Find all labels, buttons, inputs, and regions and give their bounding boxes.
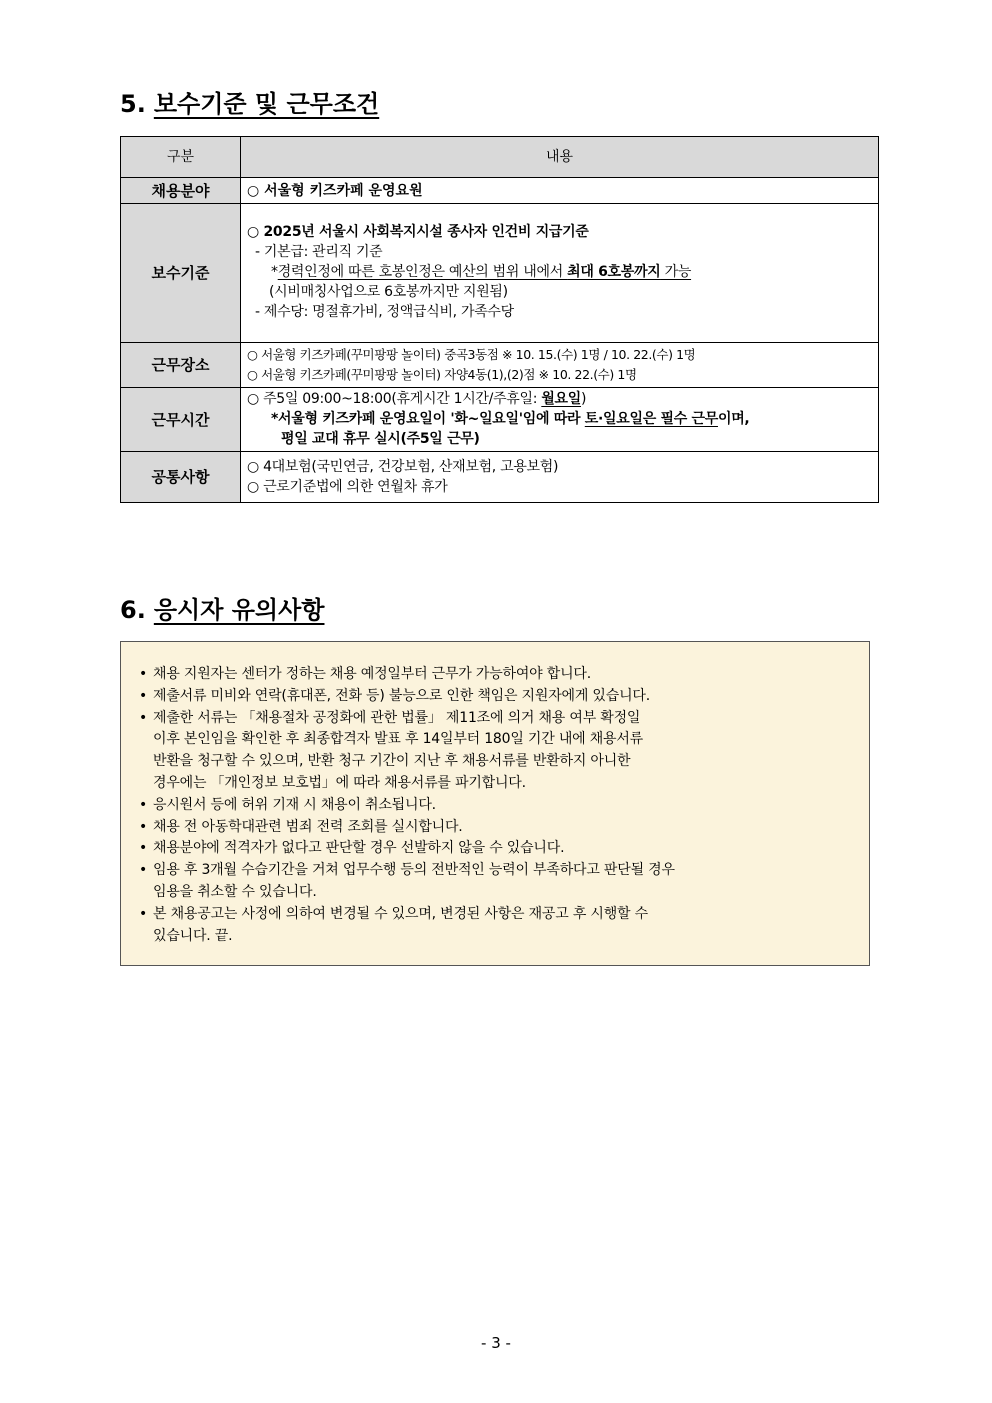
pay-line-2: - 기본급: 관리직 기준 <box>255 244 383 260</box>
notice-list <box>139 664 869 947</box>
time-line-1 <box>247 389 878 409</box>
page-number: - 3 - <box>481 1334 511 1352</box>
bullet-icon: • <box>139 862 148 879</box>
table-row-place <box>121 343 879 388</box>
time-line-2-a: *서울형 키즈카페 운영요일이 '화~일요일'임에 따라 <box>271 411 585 427</box>
section-6-heading <box>120 594 324 626</box>
label-pay: 보수기준 <box>121 204 241 343</box>
bullet-icon: • <box>139 818 148 835</box>
section-6-number: 6. <box>120 596 146 624</box>
pay-line-5: - 제수당: 명절휴가비, 정액급식비, 가족수당 <box>255 304 514 320</box>
pay-line-1: ○ 2025년 서울시 사회복지시설 종사자 인건비 지급기준 <box>247 224 589 240</box>
pay-line-3-b: 최대 6호봉까지 <box>567 264 661 280</box>
value-place <box>241 343 879 388</box>
place-line-2: ○ 서울형 키즈카페(꾸미팡팡 놀이터) 자양4동(1),(2)점 ※ 10. 22.(수) 1명 <box>247 367 637 382</box>
label-time: 근무시간 <box>121 388 241 452</box>
bullet-icon: • <box>139 709 148 726</box>
notice-item <box>139 664 869 686</box>
label-hire-field: 채용분야 <box>121 178 241 204</box>
notice-item-line: 채용 전 아동학대관련 범죄 전력 조회를 실시합니다. <box>153 818 463 835</box>
notice-item-line: 경우에는 「개인정보 보호법」에 따라 채용서류를 파기합니다. <box>153 774 526 791</box>
pay-line-3 <box>247 262 878 282</box>
notice-item-line: 반환을 청구할 수 있으며, 반환 청구 기간이 지난 후 채용서류를 반환하지 아니한 <box>153 753 631 770</box>
notice-item-line: 임용 후 3개월 수습기간을 거쳐 업무수행 등의 전반적인 능력이 부족하다고 판단될 경우 <box>153 862 675 879</box>
value-time <box>241 388 879 452</box>
notice-item <box>139 817 869 839</box>
label-common: 공통사항 <box>121 452 241 503</box>
bullet-icon: • <box>139 687 148 704</box>
notice-item-line: 있습니다. 끝. <box>153 927 233 944</box>
bullet-icon: • <box>139 840 148 857</box>
notice-item-line: 임용을 취소할 수 있습니다. <box>153 883 317 900</box>
table-row-common <box>121 452 879 503</box>
notice-box <box>120 641 870 966</box>
section-5-number: 5. <box>120 90 146 118</box>
table-row-pay <box>121 204 879 343</box>
notice-item <box>139 904 869 948</box>
bullet-icon: • <box>139 666 148 682</box>
table-header-row <box>121 137 879 178</box>
value-pay <box>241 204 879 343</box>
bullet-icon: • <box>139 796 148 813</box>
notice-item <box>139 708 869 795</box>
pay-line-4: (시비매칭사업으로 6호봉까지만 지원됨) <box>269 284 508 300</box>
notice-item <box>139 795 869 817</box>
notice-item-line: 채용 지원자는 센터가 정하는 채용 예정일부터 근무가 가능하여야 합니다. <box>153 666 591 682</box>
notice-item-line: 본 채용공고는 사정에 의하여 변경될 수 있으며, 변경된 사항은 재공고 후 시행할 수 <box>153 905 648 922</box>
section-5-heading <box>120 88 379 120</box>
notice-item <box>139 838 869 860</box>
notice-item-line: 제출한 서류는 「채용절차 공정화에 관한 법률」 제11조에 의거 채용 여부 확정일 <box>153 709 641 726</box>
common-line-2: ○ 근로기준법에 의한 연월차 휴가 <box>247 479 448 495</box>
value-hire-field: ○ 서울형 키즈카페 운영요원 <box>241 178 879 204</box>
time-line-3: 평일 교대 휴무 실시(주5일 근무) <box>281 431 480 447</box>
place-line-1: ○ 서울형 키즈카페(꾸미팡팡 놀이터) 중곡3동점 ※ 10. 15.(수) 1명 / 10. 22.(수) 1명 <box>247 347 696 362</box>
common-line-1: ○ 4대보험(국민연금, 건강보험, 산재보험, 고용보험) <box>247 459 559 475</box>
conditions-table <box>120 136 879 503</box>
label-place: 근무장소 <box>121 343 241 388</box>
header-category: 구분 <box>121 137 241 178</box>
value-common <box>241 452 879 503</box>
notice-item-line: 응시원서 등에 허위 기재 시 채용이 취소됩니다. <box>153 796 436 813</box>
notice-item-line: 이후 본인임을 확인한 후 최종합격자 발표 후 14일부터 180일 기간 내에 채용서류 <box>153 731 644 748</box>
section-6-title: 응시자 유의사항 <box>153 596 325 624</box>
time-line-1-b: 월요일 <box>541 391 581 407</box>
table-row-hire-field <box>121 178 879 204</box>
time-line-1-c: ) <box>580 391 587 407</box>
section-5-title: 보수기준 및 근무조건 <box>153 90 380 118</box>
pay-line-3-a: 경력인정에 따른 호봉인정은 예산의 범위 내에서 <box>277 264 568 280</box>
time-line-2-c: 이며, <box>717 411 750 427</box>
notice-item-line: 제출서류 미비와 연락(휴대폰, 전화 등) 불능으로 인한 책임은 지원자에게 있습니다. <box>153 687 650 704</box>
notice-item-line: 채용분야에 적격자가 없다고 판단할 경우 선발하지 않을 수 있습니다. <box>153 840 565 857</box>
time-line-1-a: ○ 주5일 09:00~18:00(휴게시간 1시간/주휴일: <box>247 391 542 407</box>
notice-item <box>139 686 869 708</box>
time-line-2 <box>247 409 878 429</box>
notice-item <box>139 860 869 904</box>
header-content: 내용 <box>241 137 879 178</box>
pay-line-3-prefix: * <box>271 264 278 280</box>
bullet-icon: • <box>139 905 148 922</box>
table-row-time <box>121 388 879 452</box>
pay-line-3-c: 가능 <box>660 264 692 280</box>
time-line-2-b: 토·일요일은 필수 근무 <box>584 411 718 427</box>
